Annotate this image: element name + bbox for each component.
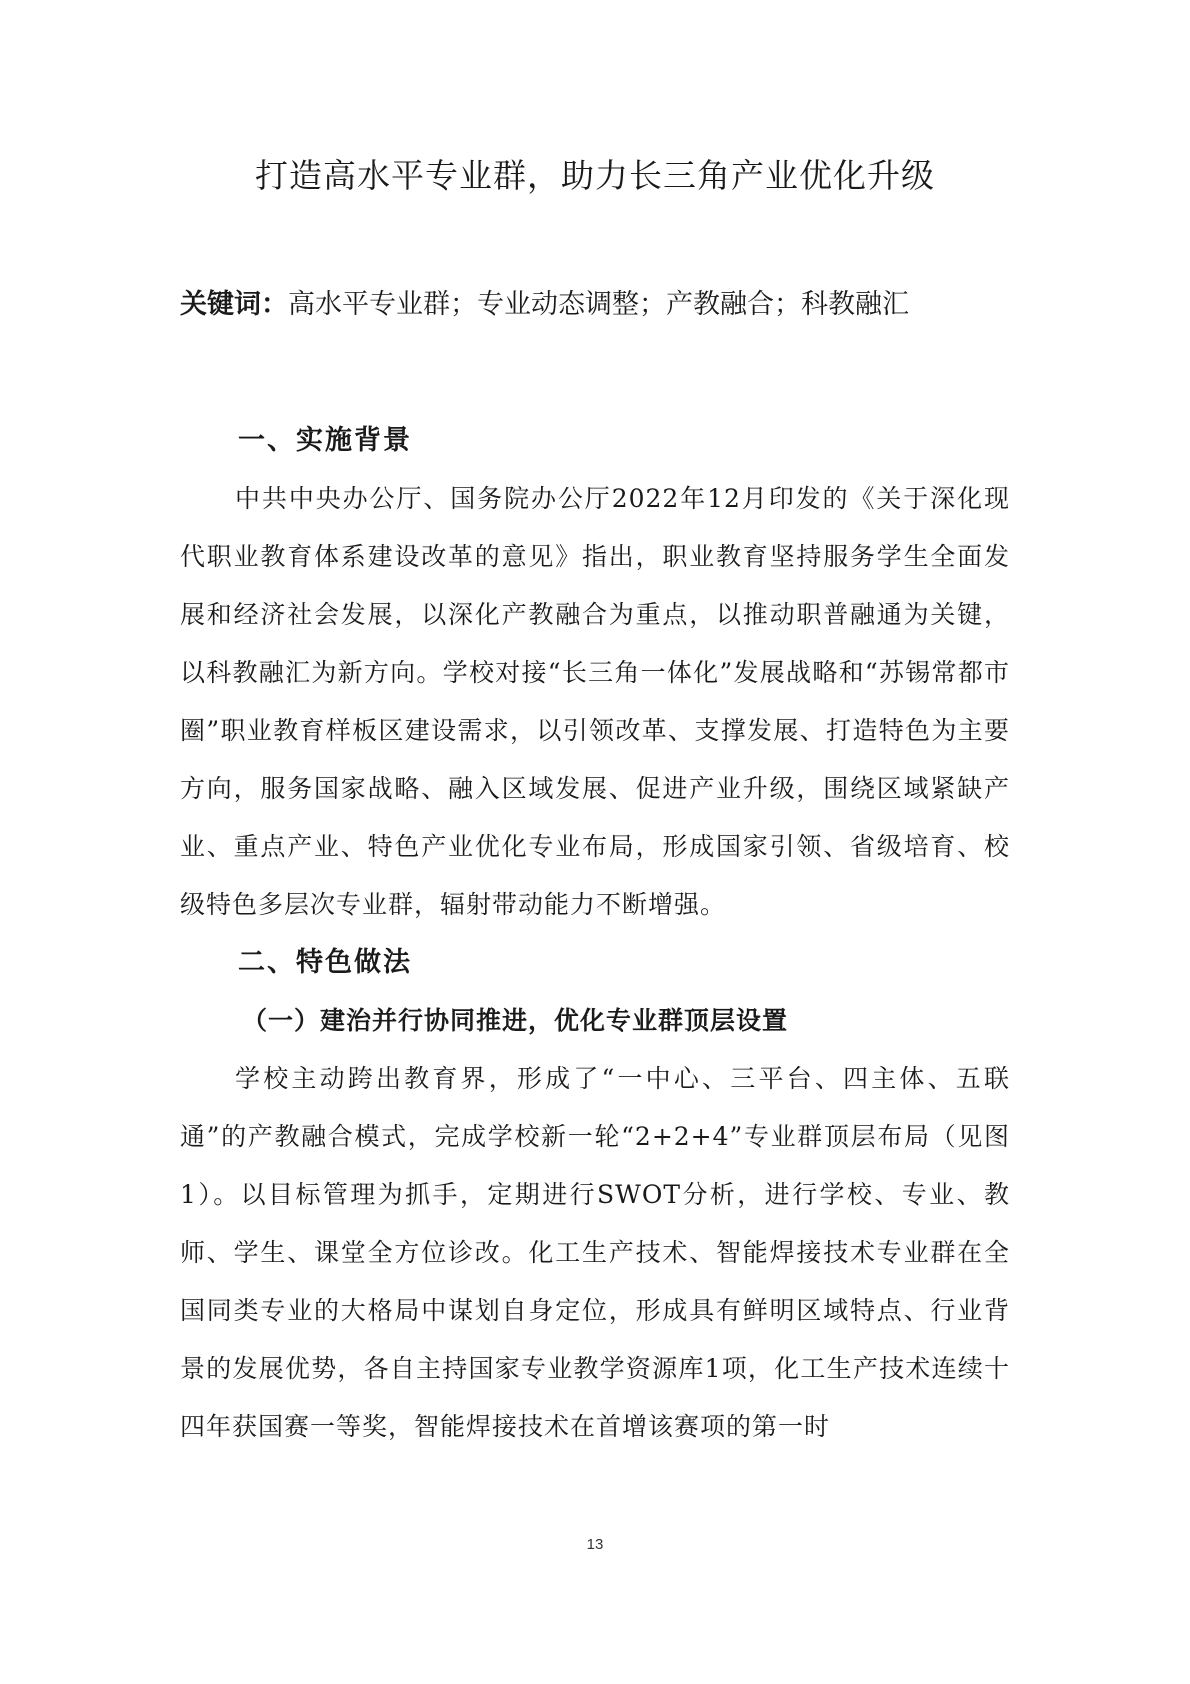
paragraph-top-level-design: 学校主动跨出教育界，形成了“一中心、三平台、四主体、五联通”的产教融合模式，完成学校新一轮“2+2+4”专业群顶层布局（见图1）。以目标管理为抓手，定期进行SWOT分析，进行学校、专业、教师、学生、课堂全方位诊改。化工生产技术、智能焊接技术专业群在全国同类专业的大格局中谋划自身定位，形成具有鲜明区域特点、行业背景的发展优势，各自主持国家专业教学资源库1项，化工生产技术连续十四年获国赛一等奖，智能焊接技术在首增该赛项的第一时 <box>180 1064 1010 1441</box>
page-number: 13 <box>586 1536 604 1553</box>
section-heading-background: 一、实施背景 <box>238 425 412 456</box>
document-title: 打造高水平专业群，助力长三角产业优化升级 <box>255 156 935 195</box>
subsection-heading-top-level-design: （一）建治并行协同推进，优化专业群顶层设置 <box>242 1006 789 1035</box>
keywords-label: 关键词： <box>180 289 288 320</box>
document-body <box>180 412 1010 1456</box>
keywords-line <box>180 282 1030 321</box>
section-heading-practices: 二、特色做法 <box>238 947 412 978</box>
keywords-value: 高水平专业群；专业动态调整；产教融合；科教融汇 <box>288 289 909 320</box>
paragraph-background: 中共中央办公厅、国务院办公厅2022年12月印发的《关于深化现代职业教育体系建设改革的意见》指出，职业教育坚持服务学生全面发展和经济社会发展，以深化产教融合为重点，以推动职普融通为关键，以科教融汇为新方向。学校对接“长三角一体化”发展战略和“苏锡常都市圈”职业教育样板区建设需求，以引领改革、支撑发展、打造特色为主要方向，服务国家战略、融入区域发展、促进产业升级，围绕区域紧缺产业、重点产业、特色产业优化专业布局，形成国家引领、省级培育、校级特色多层次专业群，辐射带动能力不断增强。 <box>180 484 1010 919</box>
